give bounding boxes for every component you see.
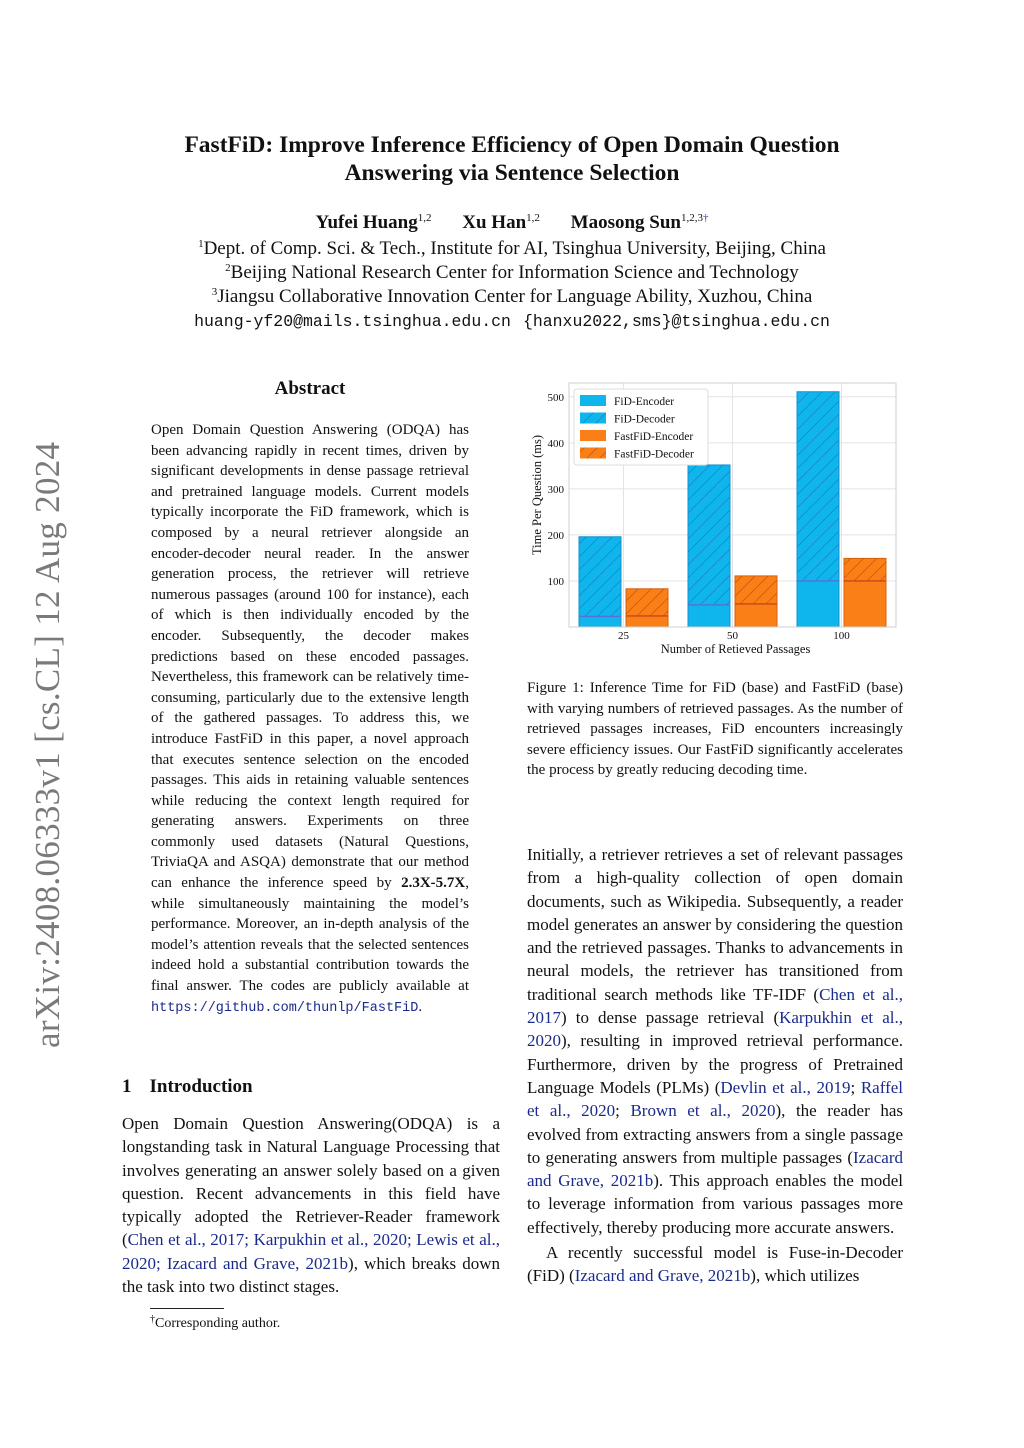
- legend-swatch-hatch: [580, 448, 606, 459]
- email-1[interactable]: huang-yf20@mails.tsinghua.edu.cn: [194, 312, 511, 331]
- citation[interactable]: Izacard and Grave, 2021b: [574, 1266, 751, 1286]
- text: ). This approach enables the model to leverage information from various passages more effectively, thereby producing more accurate answers.: [527, 1171, 903, 1237]
- y-axis-label: Time Per Question (ms): [530, 434, 544, 556]
- abstract-body: [151, 420, 469, 1019]
- text: A recently successful model is Fuse-in-Decoder (FiD) (: [527, 1243, 903, 1286]
- right-column-text: [527, 843, 903, 1288]
- affiliation-number: 2: [225, 262, 231, 274]
- inference-time-chart: [522, 380, 902, 660]
- x-tick-label: 100: [833, 630, 850, 642]
- citation[interactable]: Raffel et al., 2020: [527, 1077, 903, 1121]
- author-affil-mark: 1,2: [417, 212, 432, 224]
- y-tick-label: 100: [547, 575, 564, 588]
- bar-fastfid-encoder: [735, 604, 777, 627]
- legend-swatch: [580, 395, 606, 406]
- bar-hatch-fid-decoder: [797, 392, 839, 581]
- author-affil-mark: [681, 212, 709, 224]
- paragraph: [527, 843, 903, 1239]
- bar-fid-encoder: [688, 605, 730, 627]
- text: ), resulting in improved retrieval performance. Furthermore, driven by the progress of Pretrained Language Models (PLMs) (: [527, 1031, 903, 1097]
- paragraph: [527, 1241, 903, 1288]
- author-affil-mark: 1,2: [526, 212, 540, 224]
- bar-hatch-fid-decoder: [579, 537, 621, 617]
- email-2[interactable]: {hanxu2022,sms}@tsinghua.edu.cn: [522, 312, 830, 331]
- intro-text: Open Domain Question Answering(ODQA) is a longstanding task in Natural Language Processing that involves generating an answer solely based on a given question. Recent advancements in this field have typically adopted the Retriever-Reader framework (: [122, 1114, 500, 1250]
- bar-hatch-fastfid-decoder: [626, 589, 668, 616]
- bar-fastfid-encoder: [626, 616, 668, 627]
- citation[interactable]: Devlin et al., 2019: [720, 1077, 851, 1097]
- bar-hatch-fid-decoder: [688, 465, 730, 605]
- text: ) to dense passage retrieval (: [561, 1008, 780, 1028]
- section-number: 1: [122, 1076, 132, 1097]
- text: ;: [615, 1101, 631, 1121]
- affiliation-number: 1: [198, 238, 204, 250]
- affiliation-number: 3: [211, 286, 218, 298]
- author-name: Maosong Sun: [570, 212, 681, 233]
- bar-hatch-fastfid-decoder: [735, 576, 777, 604]
- citation[interactable]: Brown et al., 2020: [630, 1101, 776, 1121]
- abstract-speedup: 2.3X-5.7X: [401, 875, 466, 892]
- citation-group[interactable]: Chen et al., 2017; Karpukhin et al., 2020; Lewis et al., 2020; Izacard and Grave, 2021b: [122, 1230, 500, 1273]
- abstract-text-2: , while simultaneously maintaining the model’s performance. Moreover, an in-depth analysis of the model’s attention reveals that the selected sentences indeed hold a substantial contribution towards the final answer. The codes are publicly available at: [151, 875, 469, 995]
- author-3: [571, 212, 709, 233]
- figure-caption: Figure 1: Inference Time for FiD (base) and FastFiD (base) with varying numbers of retrieved passages. As the number of retrieved passages increases, FiD encounters increasingly severe efficiency issues. Our FastFiD significantly accelerates the process by greatly reducing decoding time.: [527, 680, 903, 779]
- author-name: Xu Han: [462, 212, 527, 233]
- intro-paragraph: [122, 1112, 500, 1298]
- author-name: Yufei Huang: [315, 212, 418, 233]
- author-list: [0, 212, 1024, 234]
- section-title: Introduction: [149, 1076, 253, 1097]
- footnote-text: Corresponding author.: [155, 1316, 281, 1331]
- chart-legend: [574, 389, 708, 465]
- citation[interactable]: Chen et al., 2017: [527, 984, 903, 1028]
- abstract-heading: Abstract: [274, 378, 346, 399]
- arxiv-side-stamp: arXiv:2408.06333v1 [cs.CL] 12 Aug 2024: [28, 441, 67, 1048]
- legend-label: FastFiD-Decoder: [614, 448, 694, 461]
- text: ;: [850, 1077, 861, 1097]
- abstract-end: .: [418, 998, 423, 1015]
- text: ), the reader has evolved from extracting answers from a single passage to generating answers from multiple passages (: [527, 1101, 903, 1167]
- author-sup-numbers: 1,2,3: [681, 212, 703, 224]
- x-axis-label: Number of Retieved Passages: [660, 642, 811, 656]
- bar-fastfid-encoder: [844, 581, 886, 627]
- footnote: [150, 1314, 280, 1332]
- legend-swatch: [580, 430, 606, 441]
- title-line-1: FastFiD: Improve Inference Efficiency of Open Domain Question: [184, 132, 840, 158]
- y-tick-label: 400: [547, 437, 564, 450]
- legend-label: FiD-Decoder: [614, 413, 675, 426]
- corresponding-mark: †: [703, 212, 709, 224]
- bar-fid-encoder: [797, 581, 839, 627]
- affiliation-text: Dept. of Comp. Sci. & Tech., Institute for AI, Tsinghua University, Beijing, China: [203, 238, 826, 259]
- text: ), which utilizes: [750, 1266, 860, 1286]
- affiliation-3: [0, 286, 1024, 308]
- x-tick-label: 25: [618, 630, 629, 642]
- footnote-mark: †: [150, 1314, 155, 1325]
- title-line-2: Answering via Sentence Selection: [344, 160, 680, 186]
- y-tick-label: 200: [547, 529, 564, 542]
- text: Initially, a retriever retrieves a set of relevant passages from a high-quality collection of open domain documents, such as Wikipedia. Subsequently, a reader model generates an answer by considering the question and the retrieved passages. Thanks to advancements in neural models, the retriever has transitioned from traditional search methods like TF-IDF (: [527, 845, 903, 1004]
- paper-title: [0, 131, 1024, 187]
- code-link[interactable]: https://github.com/thunlp/FastFiD: [151, 1000, 419, 1016]
- affiliation-1: [0, 238, 1024, 260]
- legend-label: FastFiD-Encoder: [614, 431, 694, 443]
- author-2: [462, 212, 540, 233]
- bar-hatch-fastfid-decoder: [844, 558, 886, 581]
- bar-fid-encoder: [579, 616, 621, 627]
- x-tick-label: 50: [727, 630, 738, 642]
- legend-swatch-hatch: [580, 413, 606, 424]
- footnote-rule: [150, 1308, 224, 1309]
- section-heading-introduction: [122, 1076, 253, 1098]
- abstract-text-1: Open Domain Question Answering (ODQA) has been advancing rapidly in recent times, driven by significant developments in dense passage retrieval and pretrained language models. Current models typically incorporate the FiD framework, which is composed by a neural retriever alongside an encoder-decoder neural reader. In the answer generation process, the retriever will retrieve numerous passages (around 100 for instance), each of which is then individually encoded by the encoder. Subsequently, the decoder makes predictions based on these encoded passages. Nevertheless, this framework can be relatively time-consuming, particularly due to the extensive length of the gathered passages. To address this, we introduce FastFiD in this paper, a novel approach that executes sentence selection on the encoded passages. This aids in retaining valuable sentences while reducing the context length required for generating answers. Experiments on three commonly used datasets (Natural Questions, TriviaQA and ASQA) demonstrate that our method can enhance the inference speed by: [151, 422, 469, 892]
- author-emails: [0, 312, 1024, 331]
- y-tick-label: 500: [547, 391, 564, 404]
- affiliation-2: [0, 262, 1024, 284]
- intro-text: ), which breaks down the task into two distinct stages.: [122, 1253, 500, 1297]
- citation[interactable]: Izacard and Grave, 2021b: [527, 1147, 903, 1191]
- legend-label: FiD-Encoder: [614, 396, 675, 408]
- citation[interactable]: Karpukhin et al., 2020: [527, 1008, 903, 1051]
- affiliation-text: Jiangsu Collaborative Innovation Center for Language Ability, Xuzhou, China: [217, 286, 813, 307]
- author-1: [316, 212, 432, 233]
- y-tick-label: 300: [547, 483, 564, 496]
- affiliation-text: Beijing National Research Center for Information Science and Technology: [230, 262, 799, 283]
